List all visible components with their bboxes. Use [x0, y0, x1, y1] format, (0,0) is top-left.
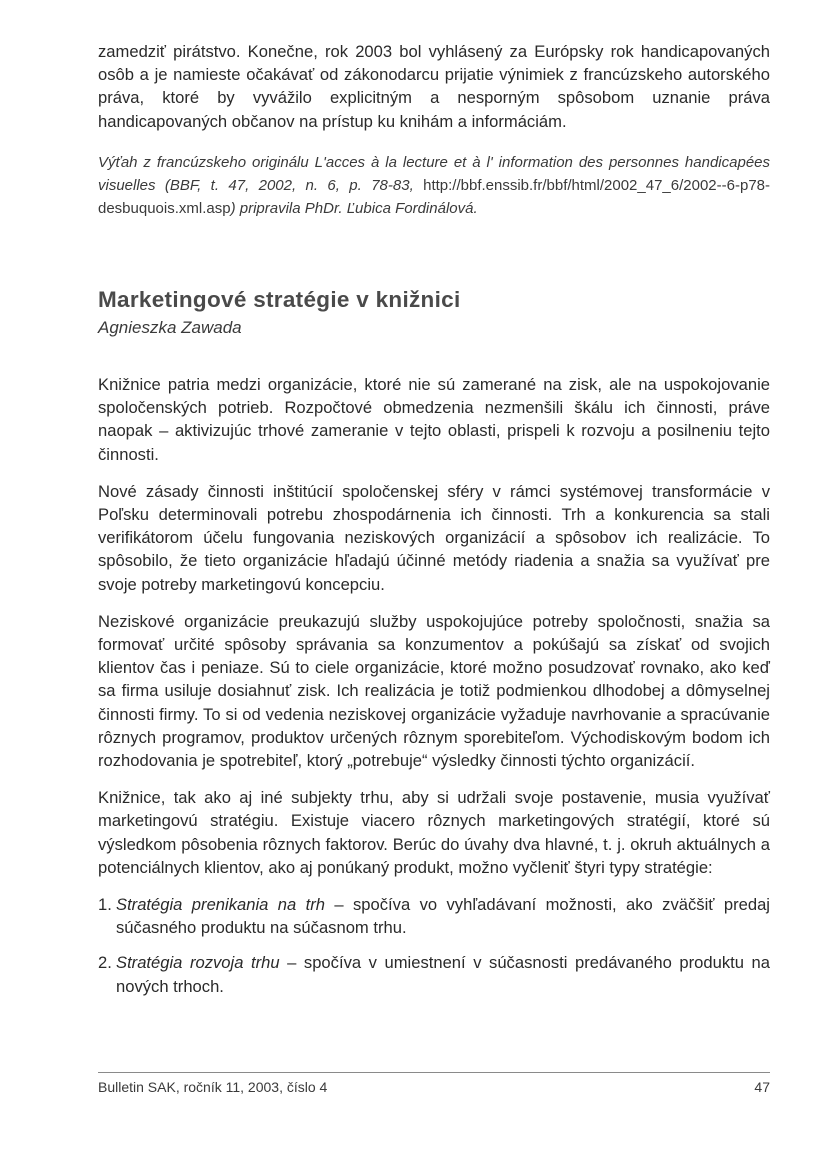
list-item: [98, 893, 770, 939]
article-paragraph: Knižnice, tak ako aj iné subjekty trhu, aby si udržali svoje postavenie, musia využívať marketingovú stratégiu. Existuje viacero rôznych marketingových stratégií, ktoré sú výsledkom pôsobenia rôznych faktorov. Berúc do úvahy dva hlavné, t. j. okruh aktuálnych a potenciálnych klientov, ako aj ponúkaný produkt, možno vyčleniť štyri typy stratégie:: [98, 788, 770, 877]
list-item-text: [116, 951, 770, 997]
list-item-text: [116, 893, 770, 939]
article-author: Agnieszka Zawada: [98, 317, 242, 337]
list-item-number: 1.: [98, 895, 112, 915]
article-paragraph: Knižnice patria medzi organizácie, ktoré nie sú zamerané na zisk, ale na uspokojovanie spoločenských potrieb. Rozpočtové obmedzenia nezmenšili škálu ich činnosti, práve naopak – aktivizujúc trhové zameranie v tejto oblasti, prispeli k rozvoju a posilneniu tejto činnosti.: [98, 375, 770, 464]
list-item: [98, 951, 770, 997]
article-title: Marketingové stratégie v knižnici: [98, 286, 461, 312]
list-item-number: 2.: [98, 953, 112, 973]
source-note: [98, 151, 770, 220]
source-url: http://bbf.enssib.fr/bbf/html/2002_47_6/2002--6-p78-desbuquois.xml.asp: [98, 176, 770, 217]
page-footer: [98, 1072, 770, 1095]
list-item-description: – spočíva v umiestnení v súčasnosti predávaného produktu na nových trhoch.: [116, 953, 770, 996]
list-item-term: Stratégia prenikania na trh: [116, 895, 325, 915]
article-paragraph: Neziskové organizácie preukazujú služby uspokojujúce potreby spoločnosti, snažia sa formovať určité spôsoby správania sa konzumentov a pokúšajú sa získať od svojich klientov čas i peniaze. Sú to ciele organizácie, ktoré možno posudzovať rovnako, ako keď sa firma usiluje dosiahnuť zisk. Ich realizácia je totiž podmienkou dlhodobej a dômyselnej činnosti firmy. To si od vedenia neziskovej organizácie vyžaduje navrhovanie a spracúvanie rôznych programov, produktov určených rôznym sporebiteľom. Východiskovým bodom ich rozhodovania je spotrebiteľ, ktorý „potrebuje“ výsledky činnosti týchto organizácií.: [98, 611, 770, 771]
page-number: 47: [754, 1079, 770, 1095]
source-note-text: Výťah z francúzskeho originálu L'acces à la lecture et à l' information des personnes handicapées visuelles (BBF, t. 47, 2002, n. 6, p. 78-83,: [98, 153, 770, 194]
page-content: [98, 40, 770, 1010]
strategy-list: [98, 893, 770, 998]
list-item-description: – spočíva vo vyhľadávaní možnosti, ako zväčšiť predaj súčasného produktu na súčasnom trhu.: [116, 895, 770, 938]
intro-paragraph: zamedziť pirátstvo. Konečne, rok 2003 bol vyhlásený za Európsky rok handicapovaných osôb a je namieste očakávať od zákonodarcu prijatie výnimiek z francúzskeho autorského práva, ktoré by vyvážilo explicitným a nesporným spôsobom uznanie práva handicapovaných občanov na prístup ku knihám a informáciám.: [98, 42, 770, 131]
list-item-term: Stratégia rozvoja trhu: [116, 953, 280, 973]
article-paragraph: Nové zásady činnosti inštitúcií spoločenskej sféry v rámci systémovej transformácie v Poľsku determinovali potrebu zhospodárnenia ich činnosti. Trh a konkurencia sa stali verifikátorom účelu fungovania neziskových organizácií a spôsobov ich realizácie. To spôsobilo, že tieto organizácie hľadajú účinné metódy riadenia a snažia sa využívať pre svoje potreby marketingovú koncepciu.: [98, 481, 770, 594]
footer-publication: Bulletin SAK, ročník 11, 2003, číslo 4: [98, 1079, 328, 1095]
source-note-credit: ) pripravila PhDr. Ľubica Fordinálová.: [230, 199, 478, 217]
